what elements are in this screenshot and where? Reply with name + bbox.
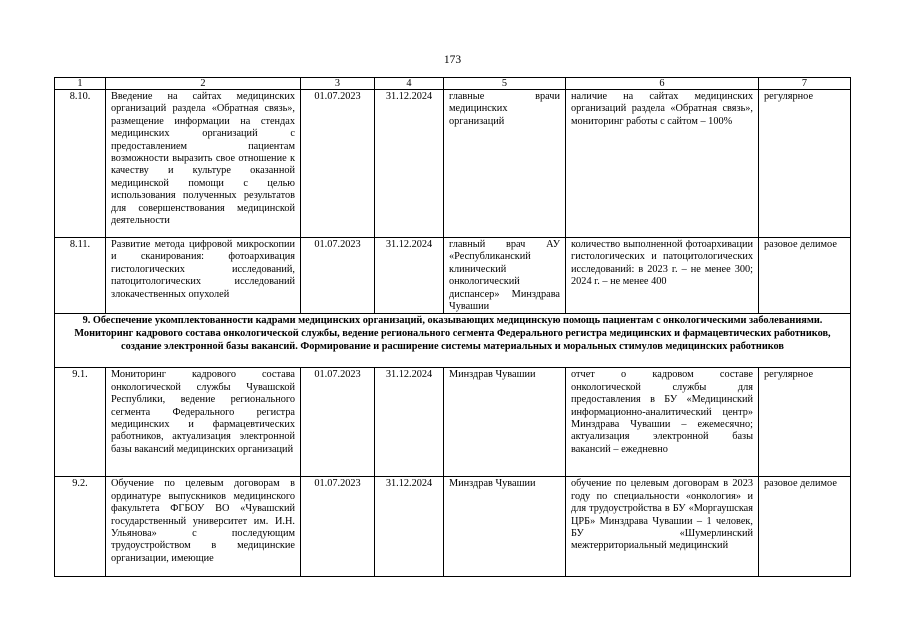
column-number: 5 [444, 78, 566, 90]
responsible-cell: Минздрав Чувашии [444, 368, 566, 477]
frequency-cell: разовое делимое [759, 238, 851, 314]
result-cell [566, 477, 759, 577]
start-date: 01.07.2023 [301, 90, 375, 238]
result-cell: отчет о кадровом составе онкологической службы для предоставления в БУ «Медицинский информационно-аналитический центр» Минздрава Чувашии – ежемесячно; актуализация электронной базы вакансий – ежедневно [566, 368, 759, 477]
table-row [55, 477, 851, 577]
action-cell: Развитие метода цифровой микроскопии и сканирования: фотоархивация гистологических исследований, патоцитологических исследований злокачественных опухолей [106, 238, 301, 314]
end-date: 31.12.2024 [375, 477, 444, 577]
column-number: 6 [566, 78, 759, 90]
responsible-cell: Минздрав Чувашии [444, 477, 566, 577]
start-date: 01.07.2023 [301, 238, 375, 314]
result-cell: количество выполненной фотоархивации гистологических и патоцитологических исследований: в 2023 г. – не менее 300; 2024 г. – не менее 400 [566, 238, 759, 314]
result-cell: наличие на сайтах медицинских организаций раздела «Обратная связь», мониторинг работы с сайтом – 100% [566, 90, 759, 238]
end-date: 31.12.2024 [375, 90, 444, 238]
row-number: 9.2. [55, 477, 106, 577]
row-number: 9.1. [55, 368, 106, 477]
table-row [55, 238, 851, 314]
responsible-cell: главные врачи медицинских организаций [444, 90, 566, 238]
frequency-cell: разовое делимое [759, 477, 851, 577]
column-number-row [55, 78, 851, 90]
frequency-cell: регулярное [759, 90, 851, 238]
responsible-cell: главный врач АУ «Республиканский клинический онкологический диспансер» Минздрава Чувашии [444, 238, 566, 314]
start-date: 01.07.2023 [301, 477, 375, 577]
start-date: 01.07.2023 [301, 368, 375, 477]
end-date: 31.12.2024 [375, 238, 444, 314]
section-heading-row [55, 314, 851, 368]
column-number: 1 [55, 78, 106, 90]
table-row [55, 90, 851, 238]
frequency-cell: регулярное [759, 368, 851, 477]
action-cell: Мониторинг кадрового состава онкологической службы Чувашской Республики, ведение регионального сегмента Федерального регистра медицинских и фармацевтических работников, актуализация электронной базы вакансий медицинских организаций [106, 368, 301, 477]
row-number: 8.10. [55, 90, 106, 238]
end-date: 31.12.2024 [375, 368, 444, 477]
row-number: 8.11. [55, 238, 106, 314]
table-row [55, 368, 851, 477]
action-cell [106, 477, 301, 577]
action-text: Обучение по целевым договорам в ординатуре выпускников медицинского факультета ФГБОУ ВО «Чувашский государственный университет им. И.Н. Ульянова» с последующим трудоустройством в медицинские организации, имеющие [111, 478, 295, 564]
column-number: 3 [301, 78, 375, 90]
column-number: 7 [759, 78, 851, 90]
result-text: обучение по целевым договорам в 2023 году по специальности «онкология» и для трудоустройства в БУ «Моргаушская ЦРБ» Минздрава Чувашии – 1 человек, БУ «Шумерлинский межтерриториальный медицинский [571, 478, 753, 552]
measures-table [54, 77, 851, 577]
section-heading: 9. Обеспечение укомплектованности кадрами медицинских организаций, оказывающих медицинскую помощь пациентам с онкологическими заболеваниями. Мониторинг кадрового состава онкологической службы, ведение регионального сегмента Федерального регистра медицинских и фармацевтических работников, создание электронной базы вакансий. Формирование и расширение системы материальных и моральных стимулов медицинских работников [55, 314, 851, 368]
column-number: 4 [375, 78, 444, 90]
page-number: 173 [443, 54, 462, 66]
column-number: 2 [106, 78, 301, 90]
action-cell: Введение на сайтах медицинских организаций раздела «Обратная связь», размещение информации на стендах медицинских организаций с предоставлением пациентам возможности выразить свое отношение к качеству и культуре оказанной медицинской помощи с целью использования полученных результатов для совершенствования медицинской деятельности [106, 90, 301, 238]
